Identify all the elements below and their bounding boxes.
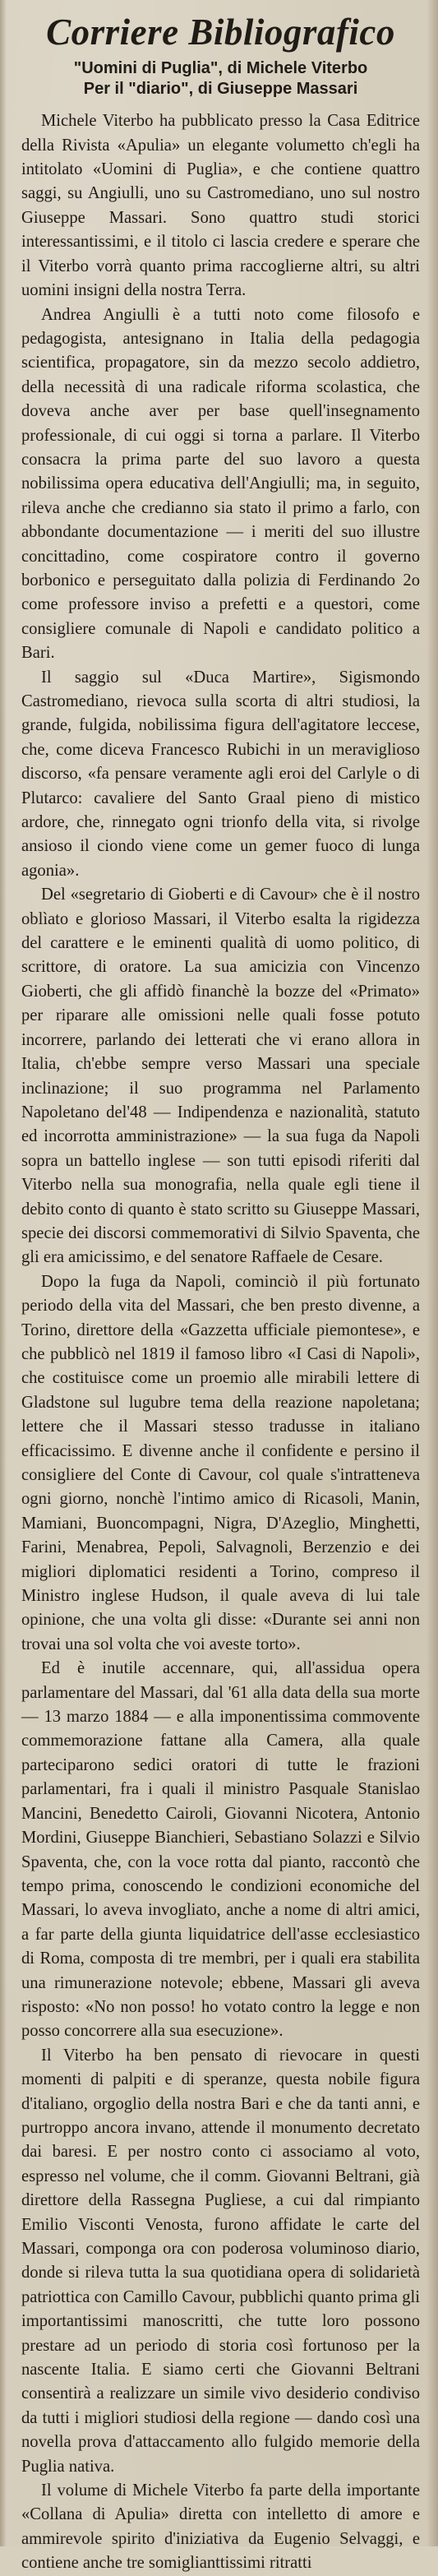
subheading-line-2: Per il "diario", di Giuseppe Massari bbox=[83, 80, 358, 99]
paragraph-1: Michele Viterbo ha pubblicato presso la Casa Editrice della Rivista «Apulia» un elegante volumetto ch'egli ha intitolato «Uomini di Puglia», e che contiene quattro saggi, su Angiulli, uno su Castromediano, uno sul nostro Giuseppe Massari. Sono quattro studi storici interessantissimi, e il titolo ci lascia credere e sperare che il Viterbo vorrà quanto prima raccoglierne altri, su altri uomini insigni della nostra Terra. bbox=[21, 112, 420, 300]
paper-edge-left bbox=[0, 0, 7, 2546]
paragraph-6: Ed è inutile accennare, qui, all'assidua opera parlamentare del Massari, dal '61 alla data della sua morte — 13 marzo 1884 — e alla imponentissima commovente commemorazione fattane alla Camera, alla quale parteciparono sedici oratori di tutte le frazioni parlamentari, fra i quali il ministro Pasquale Stanislao Mancini, Benedetto Cairoli, Giovanni Nicotera, Antonio Mordini, Giuseppe Bianchieri, Sebastiano Solazzi e Silvio Spaventa, che, con la voce rotta dal pianto, raccontò che tempo prima, conoscendo le condizioni economiche del Massari, lo aveva invogliato, anche a nome di altri amici, a far parte della giunta liquidatrice dell'asse ecclesiastico di Roma, composta di tre membri, per i quali era stabilita una rimunerazione notevole; ebbene, Massari gli aveva risposto: «No non posso! ho votato contro la legge e non posso concorrere alla sua esecuzione». bbox=[21, 1659, 420, 2041]
paragraph-7: Il Viterbo ha ben pensato di rievocare in questi momenti di palpiti e di speranze, questa nobile figura d'italiano, orgoglio della nostra Bari e che da tanti anni, e purtroppo ancora invano, attende il monumento decretato dai baresi. E per nostro conto ci associamo al voto, espresso nel volume, che il comm. Giovanni Beltrani, già direttore della Rassegna Pugliese, a cui dal rimpianto Emilio Visconti Venosta, furono affidate le carte del Massari, componga ora con poderosa voluminoso diario, donde si rileva tutta la sua quotidiana opera di solidarietà patriottica con Camillo Cavour, pubblichi quanto prima gli importantissimi manoscritti, che tutte loro possono prestare ad un periodo di storia così fortunoso per la nascente Italia. E siamo certi che Giovanni Beltrani consentirà a realizzare un simile vivo desiderio condiviso da tutti i migliori studiosi della regione — dando così una novella prova d'attaccamento allo fulgido memorie della Puglia nativa. bbox=[21, 2046, 420, 2476]
paper-edge-right bbox=[426, 0, 438, 2546]
column-headline: Corriere Bibliografico bbox=[46, 12, 395, 53]
paragraph-8: Il volume di Michele Viterbo fa parte della importante «Collana di Apulia» diretta con intelletto di amore e ammirevole spirito d'iniziativa da Eugenio Selvaggi, e contiene anche tre somiglianttissimi ritratti bbox=[21, 2481, 420, 2573]
paragraph-2: Andrea Angiulli è a tutti noto come filosofo e pedagogista, antesignano in Italia della pedagogia scientifica, propagatore, sin da mezzo secolo addietro, della necessità di una radicale riforma scolastica, che doveva anche aver per base quell'insegnamento professionale, di cui oggi si torna a parlare. Il Viterbo consacra la prima parte del suo lavoro a questa nobilissima opera educativa dell'Angiulli; ma, in seguito, rileva anche che credianno sia stato il primo a farlo, con abbondante documentazione — i meriti del suo illustre concittadino, come cospiratore contro il governo borbonico e perseguitato dalla polizia di Ferdinando 2o come professore inviso a prefetti e a questori, come consigliere comunale di Napoli e candidato politico a Bari. bbox=[21, 305, 420, 663]
article-body bbox=[21, 109, 420, 2575]
paragraph-5: Dopo la fuga da Napoli, cominciò il più fortunato periodo della vita del Massari, che ben presto divenne, a Torino, direttore della «Gazzetta ufficiale piemontese», e che pubblicò nel 1819 il famoso libro «I Casi di Napoli», che costituisce come un proemio alle mirabili lettere di Gladstone sul lugubre tema della reazione napoletana; lettere che il Massari stesso tradusse in italiano efficacissimo. E divenne anche il confidente e persino il consigliere del Conte di Cavour, col quale s'intratteneva ogni giorno, nonchè l'intimo amico di Ricasoli, Manin, Mamiani, Buoncompagni, Nigra, D'Azeglio, Minghetti, Farini, Menabrea, Pepoli, Salvagnoli, Berzenzio e dei migliori diplomatici residenti a Torino, compreso il Ministro inglese Hudson, il quale aveva di lui tale opinione, che una volta gli disse: «Durante sei anni non trovai una sol volta che voi aveste torto». bbox=[21, 1272, 420, 1653]
paragraph-4: Del «segretario di Gioberti e di Cavour» che è il nostro oblìato e glorioso Massari, il Viterbo esalta la rigidezza del carattere e le eminenti qualità di uomo politico, di scrittore, di oratore. La sua amicizia con Vincenzo Gioberti, che gli affidò financhè la bozze del «Primato» per riparare alle omissioni nelle quali fosse potuto incorrere, parlando dei letterati che vi erano allora in Italia, ch'ebbe sempre verso Massari una speciale inclinazione; il suo programma nel Parlamento Napoletano del'48 — Indipendenza e nazionalità, statuto ed incorrotta amministrazione» — la sua fuga da Napoli sopra un battello inglese — son tutti episodi riferiti dal Viterbo nella sua monografia, nella quale egli tiene il debito conto di quanto è stato scritto su Giuseppe Massari, specie dei discorsi commemorativi di Silvio Spaventa, che gli era amicissimo, e del senatore Raffaele de Cesare. bbox=[21, 886, 420, 1267]
paragraph-3: Il saggio sul «Duca Martire», Sigismondo Castromediano, rievoca sulla scorta di altri studiosi, la grande, fulgida, nobilissima figura dell'agitatore leccese, che, come diceva Francesco Rubichi in un meraviglioso discorso, «fa pensare veramente agli eroi del Carlyle o di Plutarco: cavaliere del Santo Graal pieno di mistico ardore, che, rinnegato ogni trionfo della vita, si rivolge ansioso il ciondo viene come un gemer fuoco di lunga agonia». bbox=[21, 668, 420, 880]
article-subheading bbox=[21, 58, 420, 99]
subheading-line-1: "Uomini di Puglia", di Michele Viterbo bbox=[73, 59, 368, 78]
